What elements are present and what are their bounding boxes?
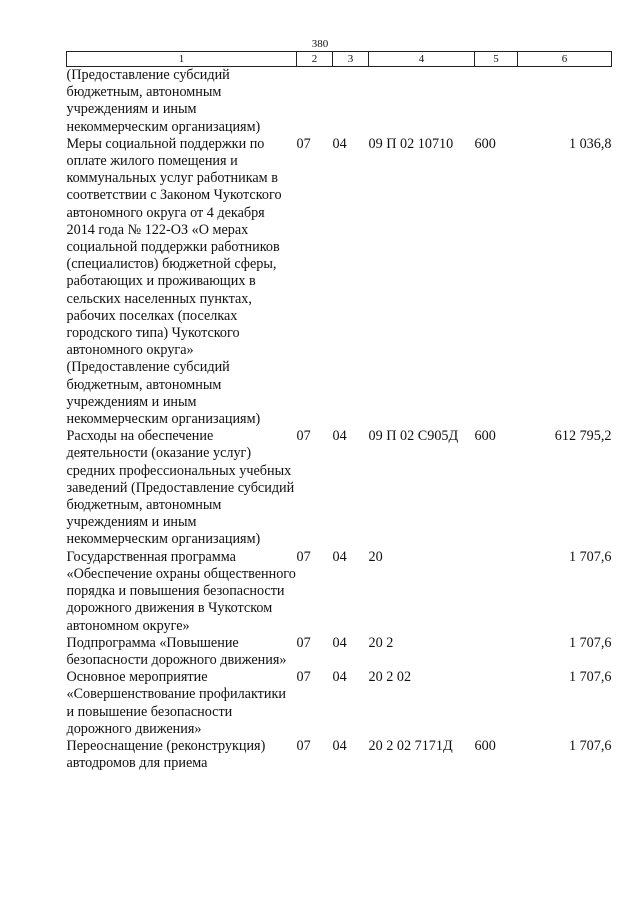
- table-row: [67, 136, 612, 428]
- header-col-2: 2: [297, 52, 333, 67]
- header-row: [67, 52, 612, 67]
- row-section: 07: [296, 135, 311, 152]
- row-subsection: 04: [332, 634, 347, 651]
- table-row: [67, 67, 612, 136]
- row-target-article: 20: [368, 548, 383, 565]
- row-name: Расходы на обеспечение деятельности (оказание услуг) средних профессиональных учебных заведений (Предоставление субсидий бюджетным, автономным учреждениям и иным некоммерческим организациям): [66, 428, 295, 548]
- header-col-4: 4: [369, 52, 475, 67]
- row-section: 07: [296, 428, 311, 445]
- row-target-article: 09 П 02 С905Д: [368, 428, 459, 445]
- row-name: Подпрограмма «Повышение безопасности дорожного движения»: [66, 634, 287, 668]
- row-amount: 1 036,8: [568, 135, 612, 152]
- page-number: 380: [311, 38, 329, 50]
- row-amount: 1 707,6: [568, 634, 612, 651]
- row-amount: 1 707,6: [568, 669, 612, 686]
- row-name: Государственная программа «Обеспечение охраны общественного порядка и повышения безопасности дорожного движения в Чукотском автономном округе»: [66, 548, 296, 634]
- row-target-article: 20 2 02: [368, 669, 412, 686]
- row-subsection: [333, 67, 369, 136]
- table-row: [67, 635, 612, 669]
- row-subsection: 04: [332, 428, 347, 445]
- row-expense-type: 600: [474, 428, 496, 445]
- row-section: [297, 67, 333, 136]
- table-row: [67, 738, 612, 772]
- table-body: [67, 67, 612, 773]
- row-section: 07: [296, 548, 311, 565]
- row-target-article: 20 2 02 7171Д: [368, 737, 453, 754]
- row-subsection: 04: [332, 135, 347, 152]
- row-name: Переоснащение (реконструкция) автодромов для приема: [66, 737, 266, 772]
- row-target-article: [369, 67, 475, 136]
- table-row: [67, 549, 612, 635]
- row-expense-type: [475, 549, 518, 635]
- row-amount: [518, 67, 612, 136]
- row-expense-type: [475, 635, 518, 669]
- row-expense-type: 600: [474, 737, 496, 754]
- table-row: [67, 428, 612, 548]
- row-expense-type: [475, 67, 518, 136]
- table-header: [67, 52, 612, 67]
- header-col-3: 3: [333, 52, 369, 67]
- row-amount: 612 795,2: [554, 428, 612, 445]
- row-amount: 1 707,6: [568, 737, 612, 754]
- budget-table: [66, 51, 612, 772]
- row-subsection: 04: [332, 548, 347, 565]
- row-section: 07: [296, 737, 311, 754]
- row-name: (Предоставление субсидий бюджетным, автономным учреждениям и иным некоммерческим организациям): [66, 67, 261, 135]
- row-subsection: 04: [332, 737, 347, 754]
- row-section: 07: [296, 669, 311, 686]
- row-expense-type: 600: [474, 135, 496, 152]
- row-amount: 1 707,6: [568, 548, 612, 565]
- header-col-1: 1: [67, 52, 297, 67]
- row-target-article: 09 П 02 10710: [368, 135, 454, 152]
- row-name: Основное мероприятие «Совершенствование профилактики и повышение безопасности дорожного движения»: [66, 669, 286, 737]
- row-subsection: 04: [332, 669, 347, 686]
- row-target-article: 20 2: [368, 634, 394, 651]
- table-row: [67, 669, 612, 738]
- header-col-5: 5: [475, 52, 518, 67]
- row-section: 07: [296, 634, 311, 651]
- header-col-6: 6: [518, 52, 612, 67]
- row-name: Меры социальной поддержки по оплате жилого помещения и коммунальных услуг работникам в соответствии с Законом Чукотского автономного округа от 4 декабря 2014 года № 122-ОЗ «О мерах социальной поддержки работников (специалистов) бюджетной сферы, работающих и проживающих в сельских населенных пунктах, рабочих поселках (поселках городского типа) Чукотского автономного округа» (Предоставление субсидий бюджетным, автономным учреждениям и иным некоммерческим организациям): [66, 135, 282, 428]
- row-expense-type: [475, 669, 518, 738]
